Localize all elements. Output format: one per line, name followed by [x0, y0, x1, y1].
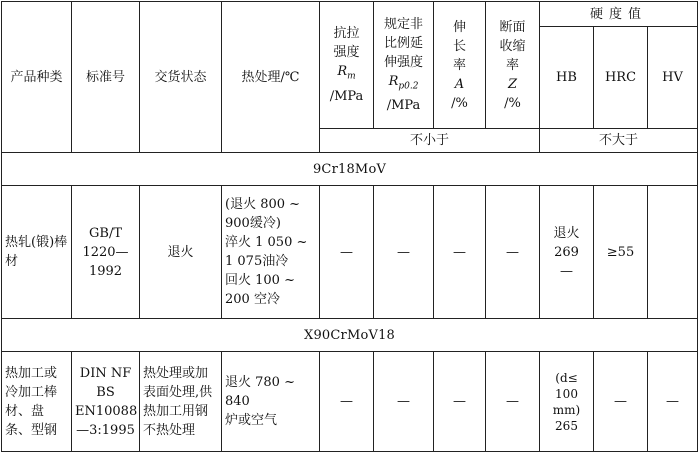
header-not-more-than: 不大于 — [540, 129, 698, 153]
table-row — [2, 186, 698, 319]
hb-value: 退火 269 — — [540, 186, 594, 319]
standard-number: GB/T 1220—1992 — [72, 186, 140, 319]
heat-treatment: (退火 800 ~ 900缓冷) 淬火 1 050 ~ 1 075油冷 回火 100 ~ 200 空冷 — [222, 186, 320, 319]
header-product: 产品种类 — [2, 2, 72, 153]
reduction-value: — — [486, 186, 540, 319]
hv-value — [648, 186, 698, 319]
header-delivery: 交货状态 — [140, 2, 222, 153]
tensile-value: — — [320, 186, 374, 319]
header-standard: 标准号 — [72, 2, 140, 153]
hv-value: — — [648, 352, 698, 452]
header-reduction-of-area: 断面 收缩 率 Z /% — [486, 2, 540, 129]
elongation-value: — — [434, 186, 486, 319]
header-yield-strength: 规定非 比例延 伸强度 $R_{p0.2}$ /MPa — [374, 2, 434, 129]
reduction-value: — — [486, 352, 540, 452]
product-type: 热轧(锻)棒材 — [2, 186, 72, 319]
standard-number: DIN NF BS EN10088—3:1995 — [72, 352, 140, 452]
hrc-value: — — [594, 352, 648, 452]
product-type: 热加工或冷加工棒材、盘条、型钢 — [2, 352, 72, 452]
header-hb: HB — [540, 27, 594, 129]
delivery-state: 退火 — [140, 186, 222, 319]
grade-row — [2, 319, 698, 352]
header-heat-treatment: 热处理/℃ — [222, 2, 320, 153]
header-hardness: 硬度值 — [540, 2, 698, 27]
elongation-value: — — [434, 352, 486, 452]
table-row — [2, 352, 698, 452]
header-not-less-than: 不小于 — [320, 129, 540, 153]
header-elongation: 伸 长 率 A /% — [434, 2, 486, 129]
header-tensile-strength: 抗拉 强度 $R_m$ /MPa — [320, 2, 374, 129]
yield-value: — — [374, 186, 434, 319]
header-row-1 — [2, 2, 698, 27]
grade-label: 9Cr18MoV — [2, 153, 698, 186]
tensile-value: — — [320, 352, 374, 452]
grade-row — [2, 153, 698, 186]
hb-value: (d≤ 100 mm) 265 — [540, 352, 594, 452]
hrc-value: ≥55 — [594, 186, 648, 319]
heat-treatment: 退火 780 ~ 840 炉或空气 — [222, 352, 320, 452]
delivery-state: 热处理或加表面处理,供热加工用钢不热处理 — [140, 352, 222, 452]
steel-properties-table — [1, 1, 698, 452]
grade-label: X90CrMoV18 — [2, 319, 698, 352]
header-hv: HV — [648, 27, 698, 129]
header-hrc: HRC — [594, 27, 648, 129]
yield-value: — — [374, 352, 434, 452]
